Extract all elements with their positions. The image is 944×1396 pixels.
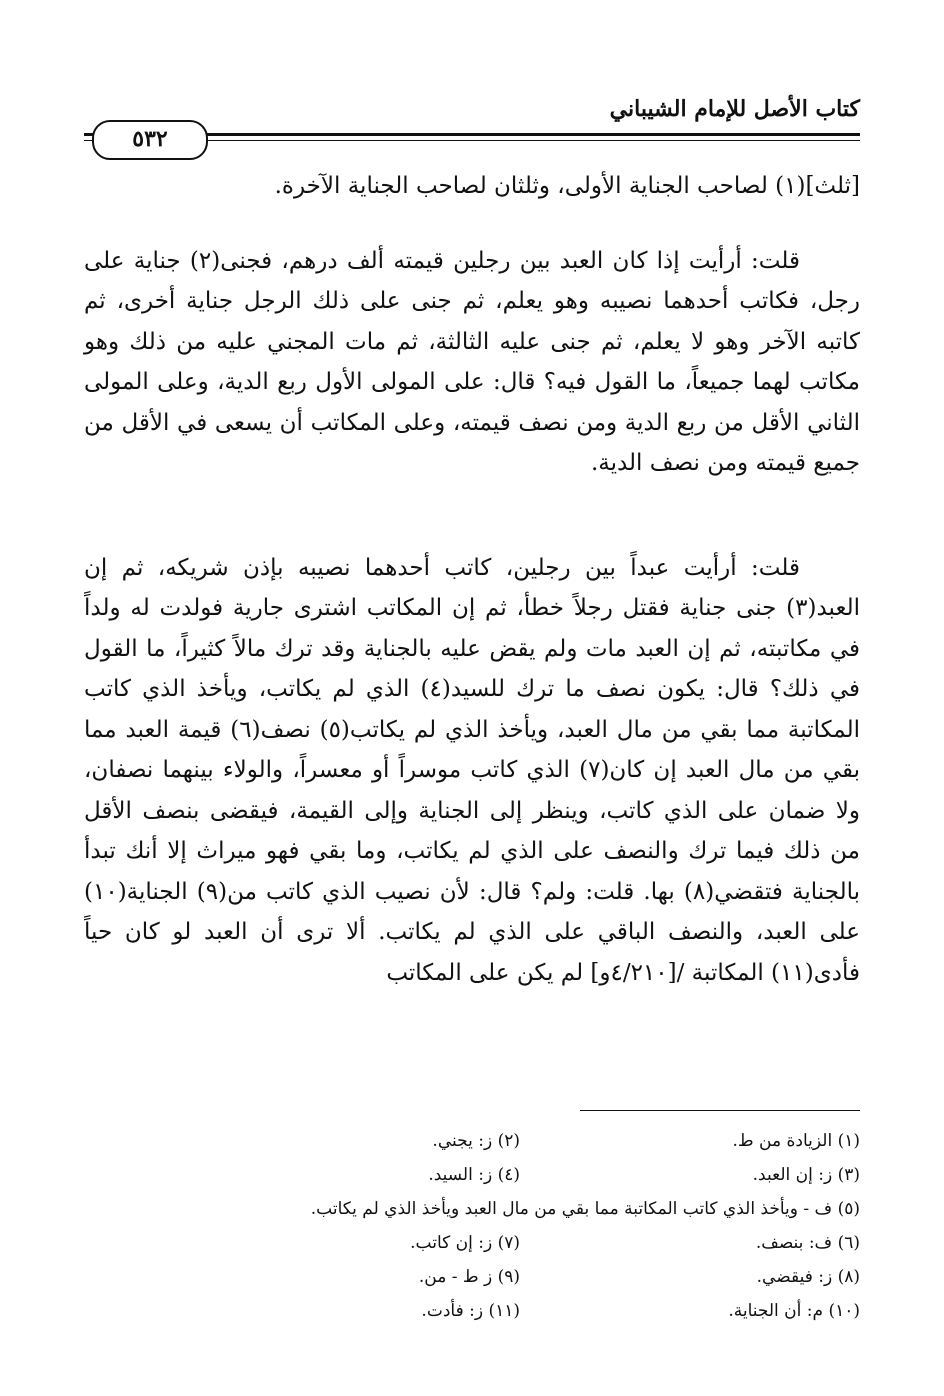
paragraph: قلت: أرأيت إذا كان العبد بين رجلين قيمته ألف درهم، فجنى(٢) جناية على رجل، فكاتب أحدهما نصيبه وهو يعلم، ثم جنى على ذلك الرجل جناية أخرى، ثم كاتبه الآخر وهو لا يعلم، ثم جنى عليه الثالثة، ثم مات المجني عليه من ذلك وهو مكاتب لهما جميعاً، ما القول فيه؟ قال: على المولى الأول ربع الدية، وعلى المولى الثاني الأقل من ربع الدية ومن نصف قيمته، وعلى المكاتب أن يسعى في الأقل من جميع قيمته ومن نصف الدية.	[84, 247, 860, 476]
footnote: (٥) ف - ويأخذ الذي كاتب المكاتبة مما بقي من مال العبد ويأخذ الذي لم يكاتب.	[310, 1199, 860, 1219]
footnote-separator	[580, 1110, 860, 1111]
footnote: (٢) ز: يجني.	[432, 1131, 520, 1151]
footnotes	[84, 1124, 860, 1328]
footnote: (٣) ز: إن العبد.	[752, 1165, 860, 1185]
paragraph: [ثلث](١) لصاحب الجناية الأولى، وثلثان لصاحب الجناية الآخرة.	[274, 173, 860, 199]
footnote: (٩) ز ط - من.	[418, 1267, 520, 1287]
footnote: (٤) ز: السيد.	[428, 1165, 520, 1185]
footnote-row	[84, 1226, 860, 1260]
footnote-row	[84, 1124, 860, 1158]
footnote: (١١) ز: فأدت.	[421, 1301, 520, 1321]
running-header-title: كتاب الأصل للإمام الشيباني	[609, 96, 860, 122]
main-text	[84, 166, 860, 993]
footnote: (٦) ف: بنصف.	[755, 1233, 860, 1253]
paragraph: قلت: أرأيت عبداً بين رجلين، كاتب أحدهما نصيبه بإذن شريكه، ثم إن العبد(٣) جنى جناية فقتل رجلاً خطأ، ثم إن المكاتب اشترى جارية فولدت له ولداً في مكاتبته، ثم إن العبد مات ولم يقض عليه بالجناية وقد ترك مالاً كثيراً، ما القول في ذلك؟ قال: يكون نصف ما ترك للسيد(٤) الذي لم يكاتب، ويأخذ الذي كاتب المكاتبة مما بقي من مال العبد، ويأخذ الذي لم يكاتب(٥) نصف(٦) قيمة العبد مما بقي من مال العبد إن كان(٧) الذي كاتب موسراً أو معسراً، والولاء بينهما نصفان، ولا ضمان على الذي كاتب، وينظر إلى الجناية وإلى القيمة، فيقضى بنصف الأقل من ذلك فيما ترك والنصف على الذي لم يكاتب، وما بقي فهو ميراث إلا أنك تبدأ بالجناية فتقضي(٨) بها. قلت: ولم؟ قال: لأن نصيب الذي كاتب من(٩) الجناية(١٠) على العبد، والنصف الباقي على الذي لم يكاتب. ألا ترى أن العبد لو كان حياً فأدى(١١) المكاتبة /[٤/٢١٠و] لم يكن على المكاتب	[84, 554, 860, 986]
footnote-row	[84, 1294, 860, 1328]
footnote: (١) الزيادة من ط.	[732, 1131, 860, 1151]
footnote: (١٠) م: أن الجناية.	[728, 1301, 860, 1321]
footnote-row	[84, 1192, 860, 1226]
footnote: (٧) ز: إن كاتب.	[410, 1233, 520, 1253]
page-number: ٥٣٢	[92, 120, 208, 160]
footnote-row	[84, 1158, 860, 1192]
footnote-row	[84, 1260, 860, 1294]
footnote: (٨) ز: فيقضي.	[756, 1267, 860, 1287]
